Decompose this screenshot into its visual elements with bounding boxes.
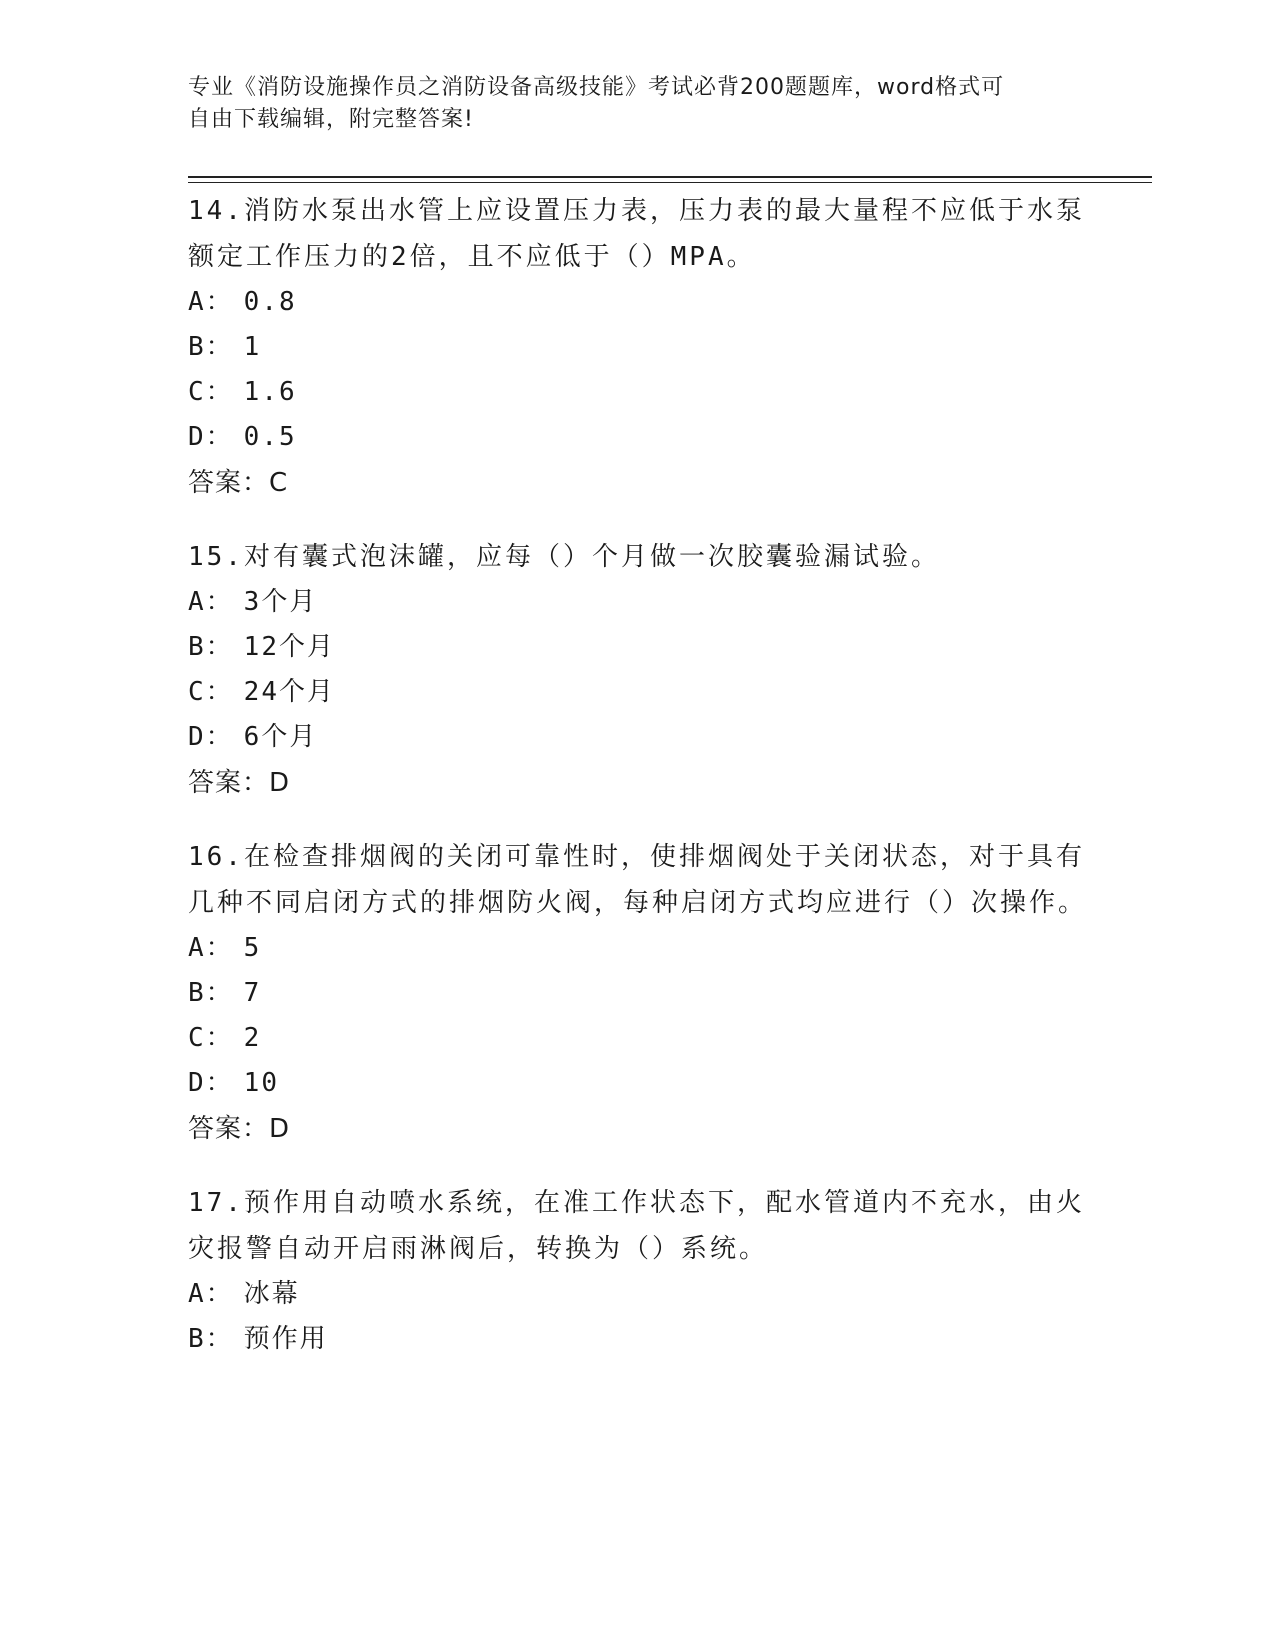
- option-text: 预作用: [243, 1324, 328, 1354]
- option-key: A: [188, 287, 206, 317]
- answer-line: 答案：C: [188, 468, 289, 498]
- option-c: [188, 1016, 1088, 1061]
- question-block: [188, 1180, 1088, 1362]
- option-d: [188, 715, 1088, 760]
- option-separator: ：: [205, 587, 234, 617]
- option-key: C: [188, 377, 206, 407]
- option-key: B: [188, 332, 206, 362]
- option-text: 12个月: [243, 632, 335, 662]
- option-d: [188, 415, 1088, 460]
- option-separator: ：: [205, 978, 234, 1008]
- option-b: [188, 625, 1088, 670]
- option-separator: ：: [205, 1324, 234, 1354]
- option-key: C: [188, 1023, 206, 1053]
- option-key: B: [188, 1324, 206, 1354]
- question-block: [188, 534, 1088, 806]
- question-stem: 16.在检查排烟阀的关闭可靠性时，使排烟阀处于关闭状态，对于具有几种不同启闭方式的排烟防火阀，每种启闭方式均应进行（）次操作。: [188, 842, 1088, 918]
- option-separator: ：: [205, 422, 234, 452]
- question-block: [188, 834, 1088, 1152]
- question-block: [188, 188, 1088, 506]
- option-a: [188, 580, 1088, 625]
- option-b: [188, 1317, 1088, 1362]
- document-header: [188, 72, 1068, 136]
- header-line-1: 专业《消防设施操作员之消防设备高级技能》考试必背200题题库，word格式可: [188, 75, 1005, 100]
- option-key: A: [188, 933, 206, 963]
- option-key: B: [188, 632, 206, 662]
- option-key: A: [188, 587, 206, 617]
- option-b: [188, 971, 1088, 1016]
- question-stem: 14.消防水泵出水管上应设置压力表，压力表的最大量程不应低于水泵额定工作压力的2倍，且不应低于（）MPA。: [188, 196, 1085, 272]
- option-separator: ：: [205, 1279, 234, 1309]
- option-separator: ：: [205, 1023, 234, 1053]
- option-text: 7: [243, 978, 262, 1008]
- option-key: D: [188, 722, 206, 752]
- option-a: [188, 926, 1088, 971]
- option-key: D: [188, 1068, 206, 1098]
- question-stem: 17.预作用自动喷水系统，在准工作状态下，配水管道内不充水，由火灾报警自动开启雨淋阀后，转换为（）系统。: [188, 1188, 1085, 1264]
- answer-line: 答案：D: [188, 1114, 291, 1144]
- header-divider-thin: [188, 182, 1152, 183]
- option-text: 24个月: [243, 677, 335, 707]
- option-separator: ：: [205, 332, 234, 362]
- option-key: A: [188, 1279, 206, 1309]
- option-a: [188, 280, 1088, 325]
- option-text: 2: [243, 1023, 262, 1053]
- option-text: 0.5: [243, 422, 297, 452]
- answer-line: 答案：D: [188, 768, 291, 798]
- question-stem: 15.对有囊式泡沫罐，应每（）个月做一次胶囊验漏试验。: [188, 542, 940, 572]
- option-key: D: [188, 422, 206, 452]
- option-separator: ：: [205, 377, 234, 407]
- option-text: 冰幕: [243, 1279, 300, 1309]
- header-divider-thick: [188, 176, 1152, 178]
- option-key: C: [188, 677, 206, 707]
- option-separator: ：: [205, 677, 234, 707]
- option-separator: ：: [205, 933, 234, 963]
- option-separator: ：: [205, 722, 234, 752]
- option-c: [188, 370, 1088, 415]
- option-b: [188, 325, 1088, 370]
- option-text: 1.6: [243, 377, 297, 407]
- option-c: [188, 670, 1088, 715]
- option-separator: ：: [205, 632, 234, 662]
- option-key: B: [188, 978, 206, 1008]
- option-text: 6个月: [243, 722, 318, 752]
- option-d: [188, 1061, 1088, 1106]
- option-a: [188, 1272, 1088, 1317]
- header-line-2: 自由下载编辑，附完整答案!: [188, 107, 474, 132]
- option-separator: ：: [205, 287, 234, 317]
- option-text: 1: [243, 332, 262, 362]
- option-separator: ：: [205, 1068, 234, 1098]
- option-text: 10: [243, 1068, 279, 1098]
- question-list: [188, 188, 1088, 1390]
- option-text: 5: [243, 933, 262, 963]
- option-text: 3个月: [243, 587, 318, 617]
- option-text: 0.8: [243, 287, 297, 317]
